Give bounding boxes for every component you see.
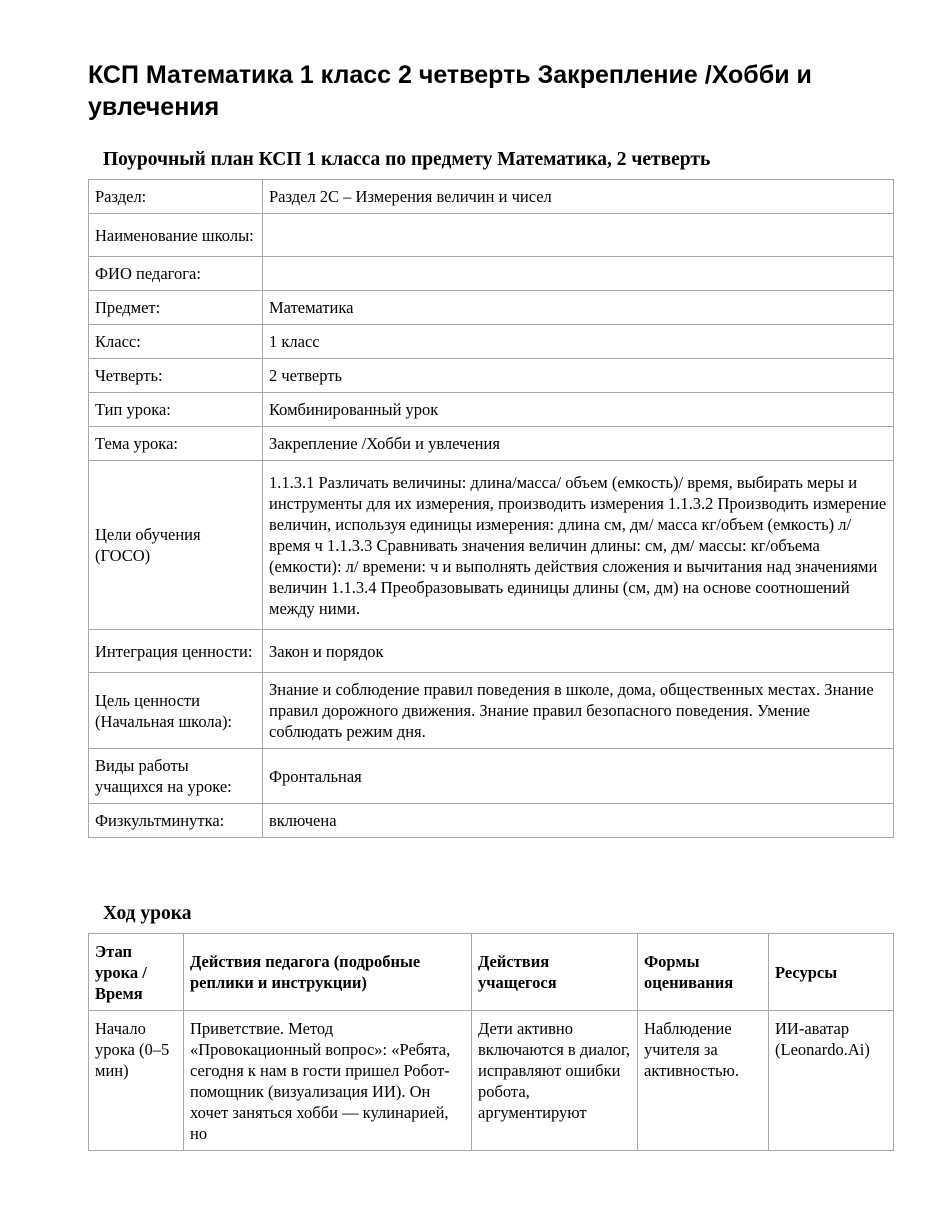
- teacher-actions-cell: Приветствие. Метод «Провокационный вопрос»: «Ребята, сегодня к нам в гости пришел Робот-помощник (визуализация ИИ). Он хочет заняться хобби — кулинарией, но: [184, 1011, 472, 1151]
- column-header-student-actions: Действия учащегося: [472, 934, 638, 1011]
- info-label: Класс:: [89, 325, 263, 359]
- info-label: Цели обучения (ГОСО): [89, 461, 263, 630]
- course-heading: Ход урока: [103, 903, 192, 924]
- info-row-section: [89, 180, 894, 214]
- info-row-work-types: [89, 749, 894, 804]
- info-value: включена: [263, 804, 894, 838]
- lesson-flow-table: [88, 933, 894, 1151]
- column-header-resources: Ресурсы: [769, 934, 894, 1011]
- info-label: Четверть:: [89, 359, 263, 393]
- info-row-exercise-break: [89, 804, 894, 838]
- info-row-school: [89, 214, 894, 257]
- info-label: Тема урока:: [89, 427, 263, 461]
- info-row-quarter: [89, 359, 894, 393]
- info-value: 1.1.3.1 Различать величины: длина/масса/ объем (емкость)/ время, выбирать меры и инструменты для их измерения, производить измерения 1.1.3.2 Производить измерение величин, используя единицы измерения: длина см, дм/ масса кг/объем (емкость) л/ время ч 1.1.3.3 Сравнивать значения величин длины: см, дм/ массы: кг/объема (емкости): л/ времени: ч и выполнять действия сложения и вычитания над значениями величин 1.1.3.4 Преобразовывать единицы длины (см, дм) на основе соотношений между ними.: [263, 461, 894, 630]
- info-label: Наименование школы:: [89, 214, 263, 257]
- info-label: Виды работы учащихся на уроке:: [89, 749, 263, 804]
- info-value: [263, 257, 894, 291]
- lesson-header-row: [89, 934, 894, 1011]
- info-row-topic: [89, 427, 894, 461]
- info-row-teacher: [89, 257, 894, 291]
- column-header-teacher-actions: Действия педагога (подробные реплики и инструкции): [184, 934, 472, 1011]
- column-header-stage: Этап урока / Время: [89, 934, 184, 1011]
- lesson-stage-cell: Начало урока (0–5 мин): [89, 1011, 184, 1151]
- info-value: Знание и соблюдение правил поведения в школе, дома, общественных местах. Знание правил дорожного движения. Знание правил безопасного поведения. Умение соблюдать режим дня.: [263, 673, 894, 749]
- info-row-grade: [89, 325, 894, 359]
- info-value: 2 четверть: [263, 359, 894, 393]
- info-label: ФИО педагога:: [89, 257, 263, 291]
- info-value: 1 класс: [263, 325, 894, 359]
- info-label: Интеграция ценности:: [89, 630, 263, 673]
- info-label: Физкультминутка:: [89, 804, 263, 838]
- info-value: [263, 214, 894, 257]
- lesson-info-table: [88, 179, 894, 838]
- info-label: Тип урока:: [89, 393, 263, 427]
- resources-cell: ИИ-аватар (Leonardo.Ai): [769, 1011, 894, 1151]
- info-row-lesson-type: [89, 393, 894, 427]
- info-value: Раздел 2С – Измерения величин и чисел: [263, 180, 894, 214]
- table-row: [89, 1011, 894, 1151]
- info-value: Фронтальная: [263, 749, 894, 804]
- info-value: Закрепление /Хобби и увлечения: [263, 427, 894, 461]
- info-row-value-goal: [89, 673, 894, 749]
- info-label: Цель ценности (Начальная школа):: [89, 673, 263, 749]
- info-label: Предмет:: [89, 291, 263, 325]
- assessment-cell: Наблюдение учителя за активностью.: [638, 1011, 769, 1151]
- document-title: КСП Математика 1 класс 2 четверть Закрепление /Хобби и увлечения: [88, 61, 812, 121]
- info-row-subject: [89, 291, 894, 325]
- info-label: Раздел:: [89, 180, 263, 214]
- plan-heading: Поурочный план КСП 1 класса по предмету Математика, 2 четверть: [103, 149, 711, 170]
- info-value: Закон и порядок: [263, 630, 894, 673]
- student-actions-cell: Дети активно включаются в диалог, исправляют ошибки робота, аргументируют: [472, 1011, 638, 1151]
- info-value: Комбинированный урок: [263, 393, 894, 427]
- info-row-objectives: [89, 461, 894, 630]
- column-header-assessment: Формы оценивания: [638, 934, 769, 1011]
- info-row-value-integration: [89, 630, 894, 673]
- info-value: Математика: [263, 291, 894, 325]
